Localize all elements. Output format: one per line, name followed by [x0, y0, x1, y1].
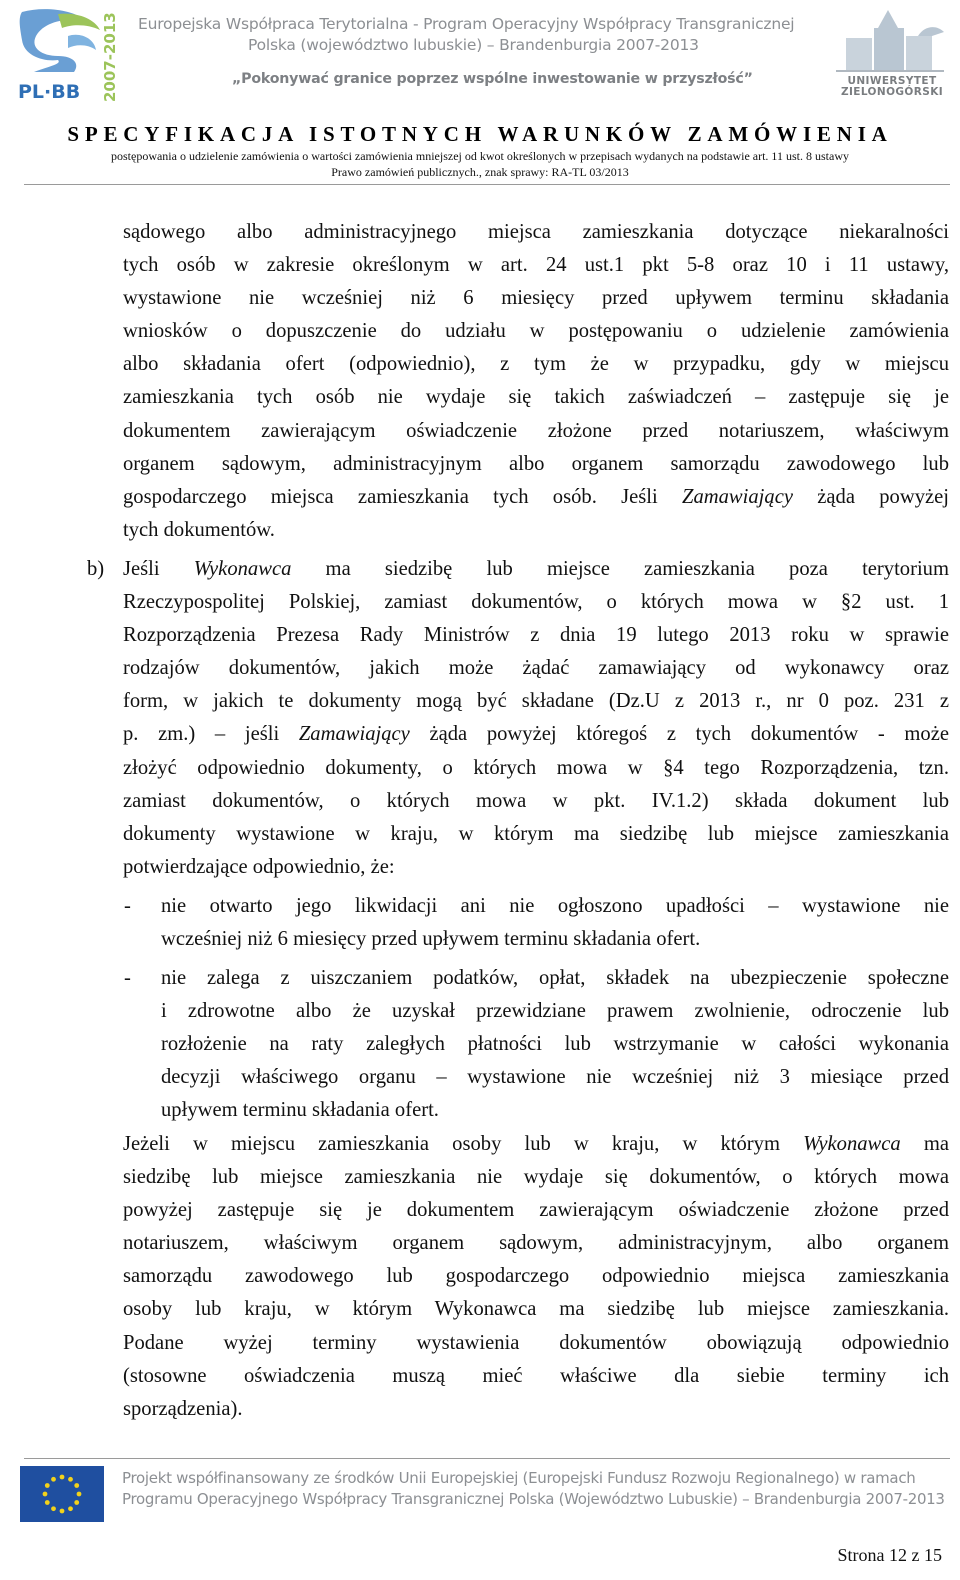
footer-cofinancing-note [122, 1468, 945, 1510]
eu-star-icon [60, 1509, 65, 1514]
term-zamawiajacy: Zamawiający [298, 723, 410, 746]
text-line: form, w jakich te dokumenty mogą być składane (Dz.U z 2013 r., nr 0 poz. 231 z [123, 690, 949, 713]
spec-subtitle-1: postępowania o udzielenie zamówienia o wartości zamówienia mniejszej od kwot określonych w przepisach wydanych na podstawie art. 11 ust. 8 ustawy [110, 149, 849, 163]
text-line: sądowego albo administracyjnego miejsca zamieszkania dotyczące niekaralności [123, 221, 949, 243]
logo-text: PL·BB [18, 81, 81, 102]
text-line: wystawione nie wcześniej niż 6 miesięcy przed upływem terminu składania [123, 287, 949, 310]
text-line: tych dokumentów. [123, 518, 275, 541]
program-title [138, 14, 794, 56]
university-name: UNIWERSYTET ZIELONOGÓRSKI [840, 75, 944, 98]
eu-flag-icon [20, 1466, 104, 1522]
eu-star-icon [68, 1506, 73, 1511]
text-line: powyżej zastępuje się je dokumentem zawierającym oświadczenie złożone przed [123, 1199, 949, 1222]
dash-item-2 [161, 962, 949, 1127]
logo-years: 2007-2013 [101, 12, 119, 102]
text-line: (stosowne oświadczenia muszą mieć właściwe dla siebie terminy ich [123, 1364, 949, 1387]
text-line: Rozporządzenia Prezesa Rady Ministrów z dnia 19 lutego 2013 roku w sprawie [123, 624, 949, 647]
spec-subtitle-2: Prawo zamówień publicznych., znak sprawy: RA-TL 03/2013 [331, 165, 629, 179]
paragraph-closing [123, 1128, 949, 1426]
eu-star-icon [68, 1477, 73, 1482]
text-line: dokumenty wystawione w kraju, w którym ma siedzibę lub miejsce zamieszkania [123, 822, 949, 845]
text-line: sporządzenia). [123, 1397, 243, 1420]
paragraph-a-continuation [123, 216, 949, 547]
dash-marker: - [124, 967, 131, 989]
program-line-2: Polska (województwo lubuskie) – Brandenburgia 2007-2013 [248, 36, 699, 54]
text-line: Jeśli Wykonawca ma siedzibę lub miejsce zamieszkania poza terytorium [123, 558, 949, 580]
text-line: złożyć odpowiednio dokumenty, o których mowa w §4 tego Rozporządzenia, tzn. [123, 756, 949, 779]
dash-marker: - [124, 895, 131, 917]
text-line: wniosków o dopuszczenie do udziału w postępowaniu o udzielenie zamówienia [123, 320, 949, 343]
text-line: rozłożenie na raty zaległych płatności lub wstrzymanie w całości wykonania [161, 1033, 949, 1056]
footer-divider [24, 1458, 950, 1459]
text-line: rodzajów dokumentów, jakich może żądać zamawiający od wykonawcy oraz [123, 657, 949, 680]
eu-star-icon [60, 1475, 65, 1480]
text-line: samorządu zawodowego lub gospodarczego odpowiednio miejsca zamieszkania [123, 1265, 949, 1288]
text-line: Jeżeli w miejscu zamieszkania osoby lub w kraju, w którym Wykonawca ma [123, 1133, 950, 1155]
text-line: nie zalega z uiszczaniem podatków, opłat, składek na ubezpieczenie społeczne [161, 967, 949, 989]
text-line: zamieszkania tych osób nie wydaje się takich zaświadczeń – zastępuje się je [123, 386, 949, 409]
text-line: decyzji właściwego organu – wystawione nie wcześniej niż 3 miesiące przed [161, 1066, 949, 1089]
text-line: upływem terminu składania ofert. [161, 1099, 439, 1122]
text-line: tych osób w zakresie określonym w art. 24 ust.1 pkt 5-8 oraz 10 i 11 ustawy, [123, 254, 949, 277]
program-line-1: Europejska Współpraca Terytorialna - Program Operacyjny Współpracy Transgranicznej [138, 15, 795, 33]
text-line: wcześniej niż 6 miesięcy przed upływem terminu składania ofert. [161, 928, 701, 951]
paragraph-b [123, 553, 949, 884]
pl-bb-logo [14, 6, 120, 102]
page-number: Strona 12 z 15 [837, 1545, 942, 1565]
text-line: osoby lub kraju, w którym Wykonawca ma siedzibę lub miejsce zamieszkania. [123, 1298, 949, 1321]
text-line: notariuszem, właściwym organem sądowym, administracyjnym, albo organem [123, 1232, 949, 1255]
text-line: gospodarczego miejsca zamieszkania tych osób. Jeśli Zamawiający żąda powyżej [123, 485, 949, 508]
text-line: i zdrowotne albo że uzyskał przewidziane prawem zwolnienie, odroczenie lub [161, 1000, 949, 1023]
term-zamawiajacy: Zamawiający [682, 485, 793, 508]
footer-line-2: Programu Operacyjnego Współpracy Transgranicznej Polska (Województwo Lubuskie) – Brandenburgia 2007-2013 [122, 1490, 945, 1508]
text-line: organem sądowym, administracyjnym albo organem samorządu zawodowego lub [123, 452, 949, 475]
text-line: nie otwarto jego likwidacji ani nie ogłoszono upadłości – wystawione nie [161, 895, 949, 917]
list-marker-b: b) [87, 558, 105, 580]
dash-item-1 [161, 890, 949, 956]
text-line: siedzibę lub miejsce zamieszkania nie wydaje się dokumentów, o których mowa [123, 1166, 949, 1189]
term-wykonawca: Wykonawca [193, 558, 292, 580]
term-wykonawca: Wykonawca [803, 1133, 901, 1155]
spec-title: SPECYFIKACJA ISTOTNYCH WARUNKÓW ZAMÓWIENIA [67, 122, 893, 146]
eu-star-icon [74, 1500, 79, 1505]
eu-star-icon [51, 1477, 56, 1482]
text-line: zamiast dokumentów, o których mowa w pkt. IV.1.2) składa dokument lub [123, 789, 949, 812]
text-line: potwierdzające odpowiednio, że: [123, 855, 395, 878]
eu-star-icon [45, 1500, 50, 1505]
text-line: dokumentem zawierającym oświadczenie złożone przed notariuszem, właściwym [123, 419, 949, 442]
eu-star-icon [77, 1492, 82, 1497]
eu-star-icon [74, 1483, 79, 1488]
footer-line-1: Projekt współfinansowany ze środków Unii Europejskiej (Europejski Fundusz Rozwoju Regionalnego) w ramach [122, 1469, 916, 1487]
eu-star-icon [51, 1506, 56, 1511]
eu-star-icon [45, 1483, 50, 1488]
text-line: Rzeczypospolitej Polskiej, zamiast dokumentów, o których mowa w §2 ust. 1 [123, 591, 949, 614]
text-line: Podane wyżej terminy wystawienia dokumentów obowiązują odpowiednio [123, 1331, 949, 1354]
text-line: albo składania ofert (odpowiednio), z tym że w przypadku, gdy w miejscu [123, 353, 949, 376]
header-divider [24, 184, 950, 185]
text-line: p. zm.) – jeśli Zamawiający żąda powyżej któregoś z tych dokumentów - może [123, 723, 949, 746]
eu-star-icon [43, 1492, 48, 1497]
program-slogan: „Pokonywać granice poprzez wspólne inwestowanie w przyszłość” [232, 71, 753, 87]
